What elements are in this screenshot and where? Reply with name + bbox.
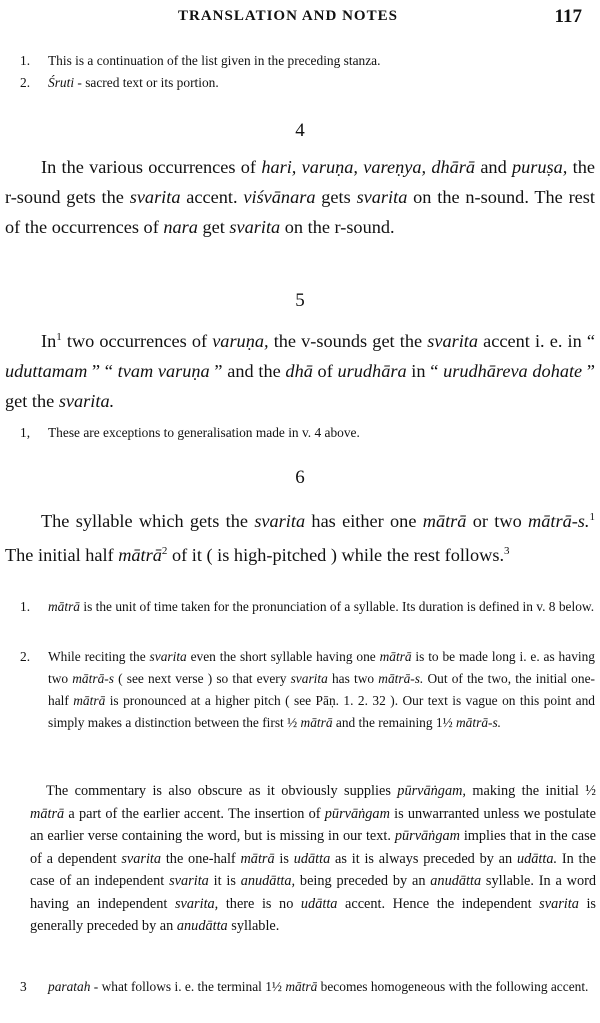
section-5-text: In$^1$ two occurrences of varuṇa, the v-sounds get the svarita accent i. e. in “ uduttamam ” “ tvam varuṇa ” and the dhā of urudhāra in “ urudhāreva dohate ” get the svarita.	[5, 331, 596, 412]
section-number-5: 5	[295, 290, 305, 311]
footnote-2: 2. Śruti - sacred text or its portion.	[20, 75, 219, 90]
footnote-1: 1. This is a continuation of the list given in the preceding stanza.	[20, 53, 381, 68]
running-header	[0, 6, 600, 28]
footnote-s6-2: 2. While reciting the svarita even the short syllable having one mātrā is to be made long i. e. as having two mātrā-s ( see next verse ) so that every svarita has two mātrā-s. Out of the two, the initial one-half mātrā is pronounced at a higher pitch ( see Pāṇ. 1. 2. 32 ). Our text is vague on this point and simply makes a distinction between the first ½ mātrā and the remaining 1½ mātrā-s.	[20, 649, 595, 730]
running-title: TRANSLATION AND NOTES	[178, 8, 398, 24]
section-number-6: 6	[295, 467, 305, 488]
commentary-note: The commentary is also obscure as it obviously supplies pūrvāṅgam, making the initial ½ mātrā a part of the earlier accent. The insertion of pūrvāṅgam is unwarranted unless we postulate an earlier verse containing the word, but is missing in our text. pūrvāṅgam implies that in the case of a dependent svarita the one-half mātrā is udātta as it is always preceded by an udātta. In the case of an independent svarita it is anudātta, being preceded by an anudātta syllable. In a word having an independent svarita, there is no udātta accent. Hence the independent svarita is generally preceded by an anudātta syllable.	[30, 783, 597, 934]
footnote-s6-1: 1. mātrā is the unit of time taken for the pronunciation of a syllable. Its duration is defined in v. 8 below.	[20, 599, 595, 614]
section-6-text: The syllable which gets the svarita has either one mātrā or two mātrā-s.$^1$ The initial half mātrā$^2$ of it ( is high-pitched ) while the rest follows.$^3$	[5, 511, 595, 566]
footnote-s5-1: 1, These are exceptions to generalisation made in v. 4 above.	[20, 425, 360, 440]
section-number-4: 4	[295, 120, 305, 141]
footnote-s6-3: 3 paratah - what follows i. e. the terminal 1½ mātrā becomes homogeneous with the following accent.	[20, 979, 589, 994]
section-4-text: In the various occurrences of hari, varuṇa, vareṇya, dhārā and puruṣa, the r-sound gets the svarita accent. viśvānara gets svarita on the n-sound. The rest of the occurrences of nara get svarita on the r-sound.	[5, 157, 595, 237]
page-number: 117	[554, 6, 582, 27]
